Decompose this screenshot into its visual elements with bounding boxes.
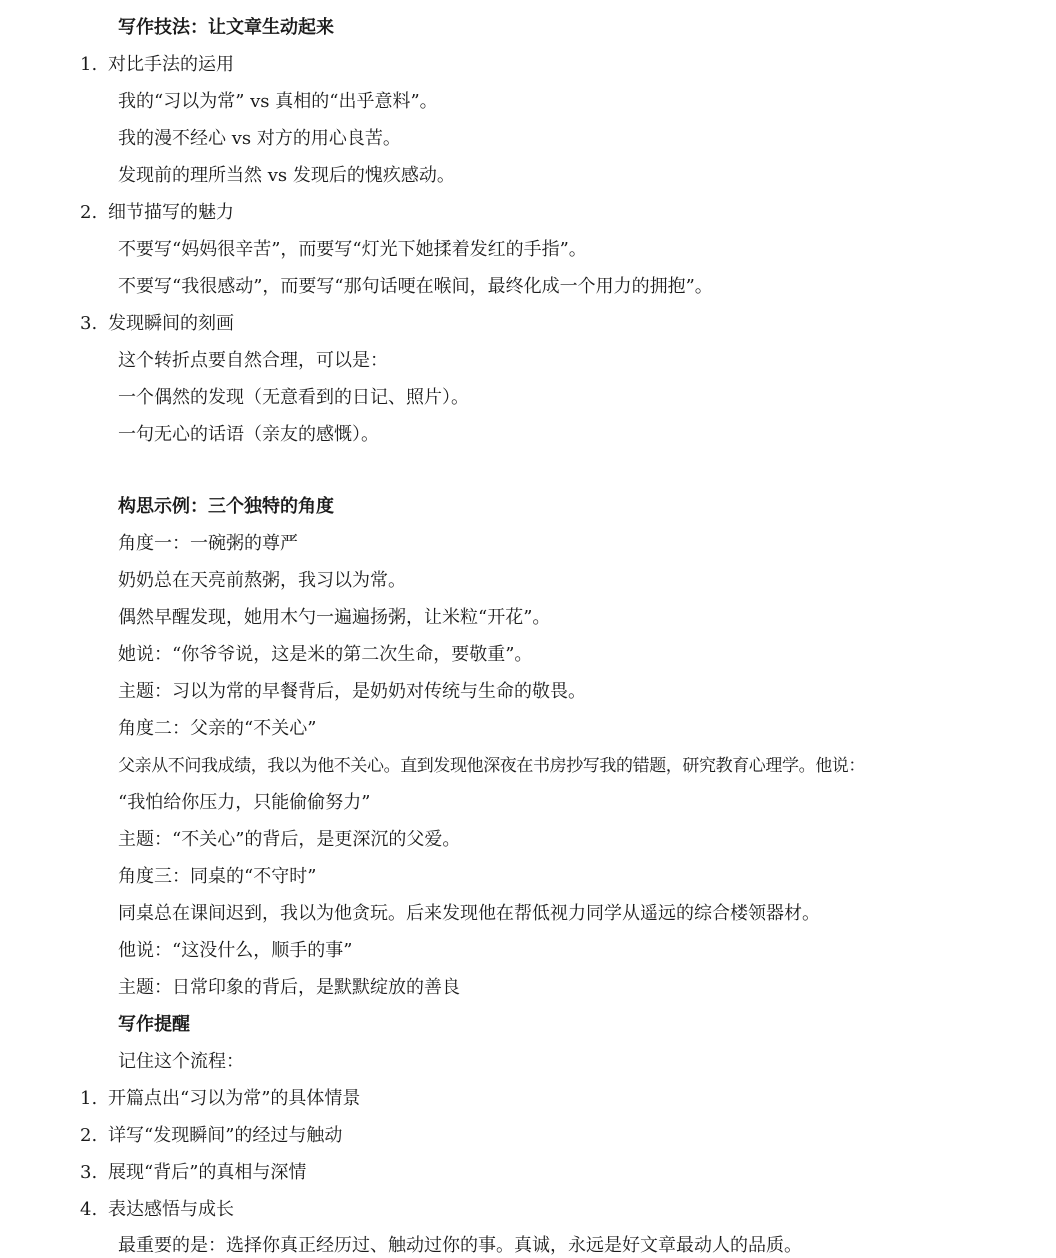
paragraph-line: 记住这个流程：	[118, 1051, 244, 1072]
paragraph-line: 偶然早醒发现，她用木勺一遍遍扬粥，让米粒“开花”。	[118, 607, 551, 628]
paragraph-line: 我的“习以为常” vs 真相的“出乎意料”。	[118, 91, 438, 112]
paragraph-line: 她说：“你爷爷说，这是米的第二次生命，要敬重”。	[118, 644, 533, 665]
paragraph-line: 发现前的理所当然 vs 发现后的愧疚感动。	[118, 165, 455, 186]
paragraph-line: 主题：习以为常的早餐背后，是奶奶对传统与生命的敬畏。	[118, 681, 586, 702]
paragraph-line: 一个偶然的发现（无意看到的日记、照片）。	[118, 387, 469, 408]
list-item: 详写“发现瞬间”的经过与触动	[108, 1125, 343, 1146]
section-title-techniques: 写作技法：让文章生动起来	[118, 17, 334, 38]
list-heading: 发现瞬间的刻画	[108, 313, 234, 334]
paragraph-line: 父亲从不问我成绩，我以为他不关心。直到发现他深夜在书房抄写我的错题，研究教育心理学。他说：	[118, 756, 865, 776]
paragraph-line: 我的漫不经心 vs 对方的用心良苦。	[118, 128, 401, 149]
list-item: 表达感悟与成长	[108, 1199, 234, 1220]
list-number: 2.	[80, 202, 98, 223]
list-number: 3.	[80, 1162, 98, 1183]
list-heading: 对比手法的运用	[108, 54, 234, 75]
paragraph-line: 角度二：父亲的“不关心”	[118, 718, 317, 739]
list-heading: 细节描写的魅力	[108, 202, 234, 223]
section-title-examples: 构思示例：三个独特的角度	[118, 496, 334, 517]
paragraph-line: 他说：“这没什么，顺手的事”	[118, 940, 353, 961]
list-number: 4.	[80, 1199, 98, 1220]
list-number: 2.	[80, 1125, 98, 1146]
section-title-reminder: 写作提醒	[118, 1014, 190, 1035]
paragraph-line: 这个转折点要自然合理，可以是：	[118, 350, 388, 371]
paragraph-line: 主题：“不关心”的背后，是更深沉的父爱。	[118, 829, 461, 850]
paragraph-line: 角度一：一碗粥的尊严	[118, 533, 298, 554]
paragraph-line: 奶奶总在天亮前熬粥，我习以为常。	[118, 570, 406, 591]
paragraph-line: 不要写“我很感动”，而要写“那句话哽在喉间，最终化成一个用力的拥抱”。	[118, 276, 713, 297]
list-number: 3.	[80, 313, 98, 334]
paragraph-line: “我怕给你压力，只能偷偷努力”	[118, 792, 371, 813]
closing-line: 最重要的是：选择你真正经历过、触动过你的事。真诚，永远是好文章最动人的品质。	[118, 1235, 802, 1256]
list-number: 1.	[80, 54, 98, 75]
paragraph-line: 角度三：同桌的“不守时”	[118, 866, 317, 887]
list-number: 1.	[80, 1088, 98, 1109]
paragraph-line: 一句无心的话语（亲友的感慨）。	[118, 424, 379, 445]
paragraph-line: 不要写“妈妈很辛苦”，而要写“灯光下她揉着发红的手指”。	[118, 239, 587, 260]
paragraph-line: 同桌总在课间迟到，我以为他贪玩。后来发现他在帮低视力同学从遥远的综合楼领器材。	[118, 903, 820, 924]
paragraph-line: 主题：日常印象的背后，是默默绽放的善良	[118, 977, 460, 998]
list-item: 展现“背后”的真相与深情	[108, 1162, 307, 1183]
list-item: 开篇点出“习以为常”的具体情景	[108, 1088, 361, 1109]
